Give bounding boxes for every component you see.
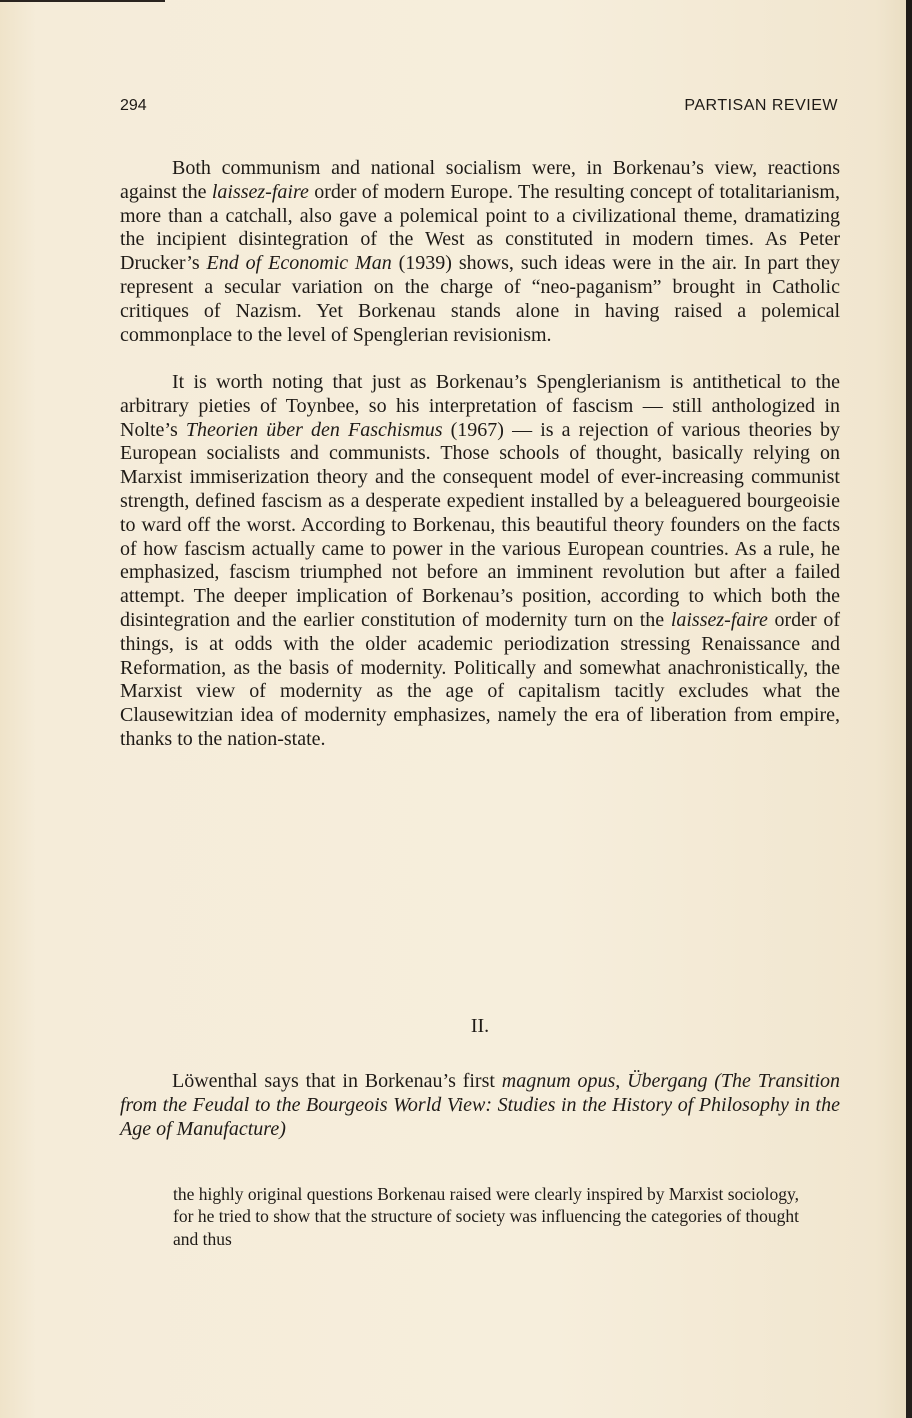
book-title: magnum opus, Übergang (The Transition from the Feudal to the Bourgeois World View: Studies in the History of Philosophy in the Age of Manufacture) bbox=[120, 1070, 841, 1140]
italic-term: laissez-faire bbox=[211, 180, 309, 203]
running-header bbox=[120, 97, 838, 121]
scan-right-edge bbox=[906, 0, 912, 1418]
scan-top-edge bbox=[0, 0, 165, 2]
block-quote bbox=[173, 1183, 799, 1250]
section-heading: II. bbox=[470, 1015, 490, 1037]
italic-term: laissez-faire bbox=[670, 608, 768, 631]
book-title: End of Economic Man bbox=[206, 252, 392, 275]
journal-title: PARTISAN REVIEW bbox=[684, 97, 838, 114]
page-number: 294 bbox=[120, 97, 147, 114]
paragraph-2: It is worth noting that just as Borkenau’s Spenglerianism is antithetical to the arbitrary pieties of Toynbee, so his interpretation of fascism — still anthologized in Nolte’s Theorien über den Faschismus (1967) — is a rejection of various theories by European socialists and communists. Those schools of thought, basically relying on Marxist immiserization theory and the consequent model of ever-increasing communist strength, defined fascism as a desperate expedient installed by a beleaguered bourgeoisie to ward off the worst. According to Borkenau, this beautiful theory founders on the facts of how fascism actually came to power in the various European countries. As a rule, he emphasized, fascism triumphed not before an imminent revolution but after a failed attempt. The deeper implication of Borkenau’s position, according to which both the disintegration and the earlier constitution of modernity turn on the laissez-faire order of things, is at odds with the older academic periodization stressing Renaissance and Reformation, as the basis of modernity. Politically and somewhat anachronistically, the Marxist view of modernity as the age of capitalism tacitly excludes what the Clausewitzian idea of modernity emphasizes, namely the era of liberation from empire, thanks to the nation-state. bbox=[120, 371, 840, 750]
book-title: Theorien über den Faschismus bbox=[185, 418, 443, 441]
paragraph-3: Löwenthal says that in Borkenau’s first magnum opus, Übergang (The Transition from the Feudal to the Bourgeois World View: Studies in the History of Philosophy in the Age of Manufacture) bbox=[120, 1070, 841, 1140]
paragraph-1: Both communism and national socialism were, in Borkenau’s view, reactions against the laissez-faire order of modern Europe. The resulting concept of totalitarianism, more than a catchall, also gave a polemical point to a civilizational theme, dramatizing the incipient disintegration of the West as constituted in modern times. As Peter Drucker’s End of Economic Man (1939) shows, such ideas were in the air. In part they represent a secular variation on the charge of “neo-paganism” brought in Catholic critiques of Nazism. Yet Borkenau stands alone in having raised a polemical commonplace to the level of Spenglerian revisionism. bbox=[120, 157, 841, 346]
block-quote-text: the highly original questions Borkenau raised were clearly inspired by Marxist sociology, for he tried to show that the structure of society was influencing the categories of thought and thus bbox=[173, 1184, 799, 1249]
